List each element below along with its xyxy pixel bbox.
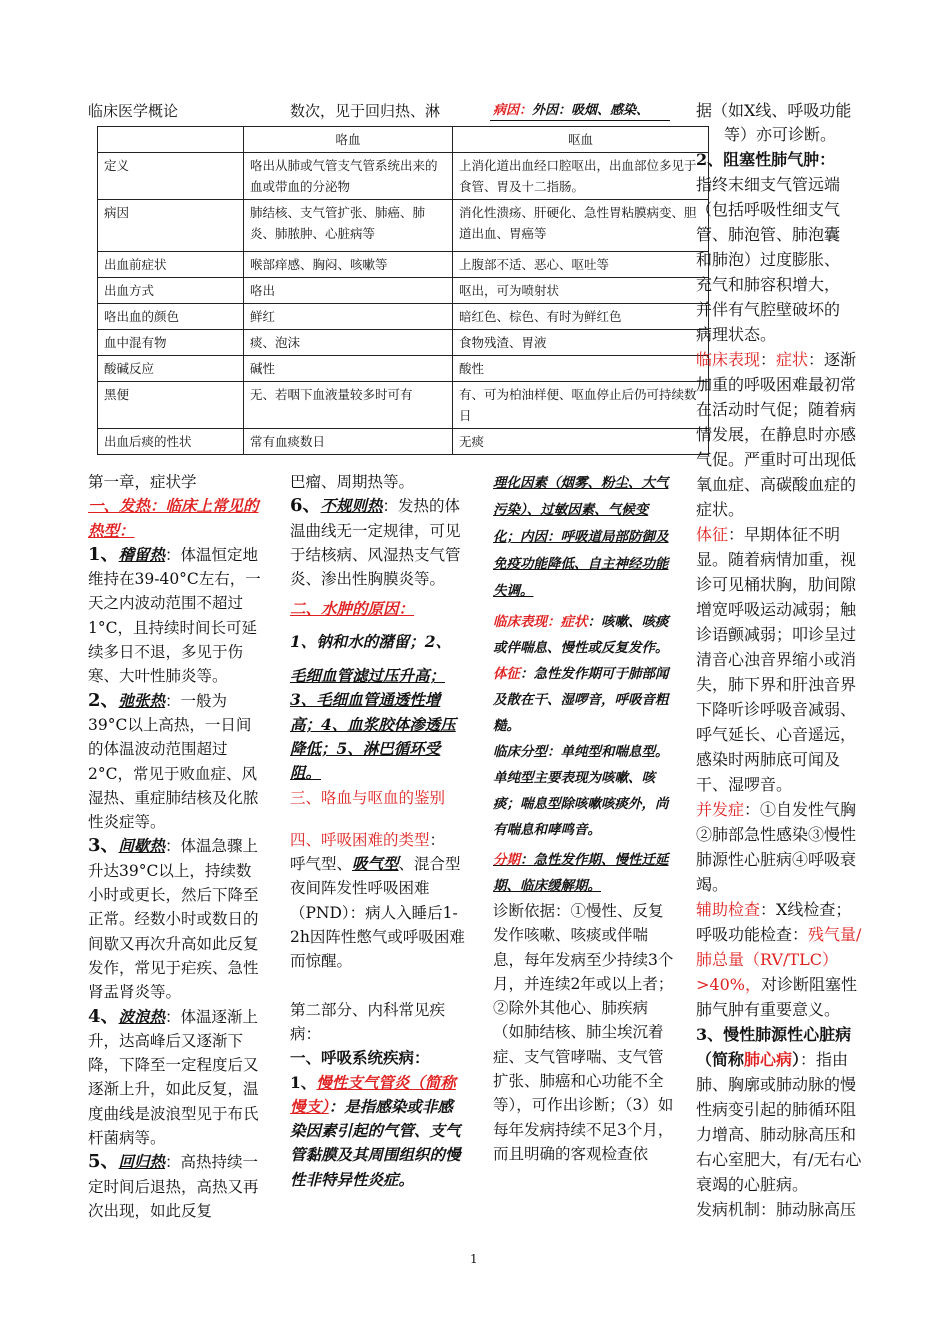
section-3-heading: 三、咯血与呕血的鉴别	[290, 788, 446, 807]
table-cell: 酸碱反应	[98, 356, 244, 382]
table-header-cell	[98, 127, 244, 153]
edema-cause-1: 1、钠和水的潴留；2、	[290, 631, 452, 651]
cause-text: 外因：吸烟、感染、	[532, 103, 650, 118]
table-cell: 消化性溃疡、肝硬化、急性胃粘膜病变、胆道出血、胃癌等	[453, 200, 709, 252]
fever-type-6: 6、不规则热：发热的体温曲线无一定规律，可见于结核病、风湿热支气管炎、渗出性胸膜炎等。	[290, 495, 461, 589]
table-header-cell: 呕血	[453, 127, 709, 153]
table-row	[98, 252, 709, 278]
table-cell: 常有血痰数日	[244, 429, 453, 455]
clinical-signs: 体征：急性发作期可于肺部闻及散在干、湿啰音，呼吸音粗糙。	[493, 666, 669, 734]
copd-complications: 并发症：①自发性气胸②肺部急性感染③慢性肺源性心脏病④呼吸衰竭。	[696, 800, 857, 894]
fever-type-2: 2、弛张热：一般为39°C以上高热，一日间的体温波动范围超过2°C，常见于败血症、风湿热、重症肺结核及化脓性炎症等。	[88, 689, 259, 832]
table-row	[98, 304, 709, 330]
diagnosis-criteria: 诊断依据：①慢性、反复发作咳嗽、咳痰或伴喘息，每年发病至少持续3个月，并连续2年或以上者；②除外其他心、肺疾病（如肺结核、肺尘埃沉着症、支气管哮喘、支气管扩张、肺癌和心功能不全等），可作出诊断；（3）如每年发病持续不足3个月，而且明确的客观检查依	[493, 902, 674, 1163]
table-cell: 无、若咽下血液量较多时可有	[244, 382, 453, 429]
fever-type-5-cont: 巴瘤、周期热等。	[290, 473, 415, 491]
table-cell: 呕出，可为喷射状	[453, 278, 709, 304]
table-cell: 出血方式	[98, 278, 244, 304]
disease-stages: 分期：急性发作期、慢性迁延期、临床缓解期。	[493, 852, 669, 894]
table-cell: 血中混有物	[98, 330, 244, 356]
underline	[490, 120, 670, 121]
table-row	[98, 382, 709, 429]
chapter-heading: 第一章，症状学	[88, 473, 197, 491]
edema-cause-3: 3、毛细血管通透性增高；4、血浆胶体渗透压降低；5、淋巴循环受阻。	[290, 690, 456, 783]
column-4	[696, 122, 866, 1222]
copd-heading: 2、阻塞性肺气肿：	[696, 150, 836, 169]
copd-aux-exam: 辅助检查：X线检查；呼吸功能检查：残气量/肺总量（RV/TLC）>40%，对诊断阻塞性肺气肿有重要意义。	[696, 900, 862, 1019]
col4-top-text: 据（如X线、呼吸功能	[696, 101, 852, 120]
table-cell: 喉部痒感、胸闷、咳嗽等	[244, 252, 453, 278]
chronic-bronchitis: 1、慢性支气管炎（简称慢支）：是指感染或非感染因素引起的气管、支气管黏膜及其周围组织的慢性非特异性炎症。	[290, 1072, 461, 1189]
pnd-text: 夜间阵发性呼吸困难（PND）：病人入睡后1-2h因阵性憋气或呼吸困难而惊醒。	[290, 879, 465, 971]
copd-definition: 指终末细支气管远端（包括呼吸性细支气管、肺泡管、肺泡囊和肺泡）过度膨胀、充气和肺容积增大，并伴有气腔壁破坏的病理状态。	[696, 175, 841, 344]
fever-type-4: 4、波浪热：体温逐渐上升，达高峰后又逐渐下降，下降至一定程度后又逐渐上升，如此反复，温度曲线是波浪型见于布氏杆菌病等。	[88, 1005, 259, 1148]
table-cell: 肺结核、支气管扩张、肺癌、肺炎、肺脓肿、心脏病等	[244, 200, 453, 252]
col4-continued: 等）亦可诊断。	[724, 125, 837, 144]
document-title: 临床医学概论	[88, 102, 179, 120]
table-row	[98, 356, 709, 382]
cor-pulmonale-heading: 3、慢性肺源性心脏病（简称肺心病）：指由肺、胸廓或肺动脉的慢性病变引起的肺循环阻力增高、肺动脉高压和右心室肥大，有/无右心衰竭的心脏病。	[696, 1025, 862, 1194]
edema-cause-2: 毛细血管滤过压升高；	[290, 666, 446, 686]
clinical-symptoms: 临床表现：症状：咳嗽、咳痰或伴喘息、慢性或反复发作。	[493, 614, 669, 656]
table-cell: 食物残渣、胃液	[453, 330, 709, 356]
table-row	[98, 153, 709, 200]
table-cell: 痰、泡沫	[244, 330, 453, 356]
table-cell: 黑便	[98, 382, 244, 429]
table-cell: 咯出血的颜色	[98, 304, 244, 330]
table-cell: 无痰	[453, 429, 709, 455]
fever-type-1: 1、稽留热：体温恒定地维持在39-40°C左右，一天之内波动范围不超过1°C，且持续时间长可延续多日不退，多见于伤寒、大叶性肺炎等。	[88, 543, 261, 686]
respiratory-heading: 一、呼吸系统疾病：	[290, 1048, 430, 1068]
column-2	[290, 470, 468, 1192]
table-cell: 酸性	[453, 356, 709, 382]
table-header-row	[98, 127, 709, 153]
fever-type-3: 3、间歇热：体温急骤上升达39°C以上，持续数小时或更长，然后下降至正常。经数小时或数日的间歇又再次升高如此反复发作，常见于疟疾、急性肾盂肾炎等。	[88, 835, 259, 1002]
section-4-heading: 四、呼吸困难的类型：	[290, 830, 446, 849]
column-3	[493, 470, 675, 1166]
col2-top-text: 数次，见于回归热、淋	[290, 102, 441, 120]
table-row	[98, 429, 709, 455]
table-cell: 咯出	[244, 278, 453, 304]
table-row	[98, 278, 709, 304]
table-row	[98, 330, 709, 356]
edema-heading: 二、水肿的原因：	[290, 599, 415, 619]
hemoptysis-hematemesis-table	[97, 126, 709, 455]
fever-type-5: 5、回归热：高热持续一定时间后退热，高热又再次出现，如此反复	[88, 1151, 259, 1220]
copd-signs: 体征：早期体征不明显。随着病情加重，视诊可见桶状胸，肋间隙增宽呼吸运动减弱；触诊语颤减弱；叩诊呈过清音心浊音界缩小或消失，肺下界和肝浊音界下降听诊呼吸音减弱、呼气延长、心音遥远，感染时两肺底可闻及干、湿啰音。	[696, 525, 857, 794]
table-cell: 有、可为柏油样便、呕血停止后仍可持续数日	[453, 382, 709, 429]
dyspnea-types: 呼气型、吸气型、混合型	[290, 854, 461, 874]
table-cell: 出血后痰的性状	[98, 429, 244, 455]
fever-heading: 一、发热：临床上常见的热型：	[88, 496, 259, 540]
table-cell: 出血前症状	[98, 252, 244, 278]
column-1	[88, 470, 266, 1223]
table-cell: 暗红色、棕色、有时为鲜红色	[453, 304, 709, 330]
table-row	[98, 200, 709, 252]
part-2-heading: 第二部分、内科常见疾病：	[290, 1000, 446, 1043]
cause-label: 病因：	[493, 103, 533, 118]
copd-symptoms: 临床表现：症状：逐渐加重的呼吸困难最初常在活动时气促；随着病情发展，在静息时亦感气促。严重时可出现低氧血症、高碳酸血症的症状。	[696, 350, 857, 519]
cause-continued: 理化因素（烟雾、粉尘、大气污染）、过敏因素、气候变化；内因：呼吸道局部防御及免疫功能降低、自主神经功能失调。	[493, 475, 669, 599]
page-number: 1	[470, 1252, 478, 1266]
table-cell: 碱性	[244, 356, 453, 382]
table-cell: 上消化道出血经口腔呕出，出血部位多见于食管、胃及十二指肠。	[453, 153, 709, 200]
table-cell: 鲜红	[244, 304, 453, 330]
table-header-cell: 咯血	[244, 127, 453, 153]
table-cell: 定义	[98, 153, 244, 200]
pathogenesis: 发病机制：肺动脉高压	[696, 1200, 857, 1219]
clinical-types: 临床分型：单纯型和喘息型。单纯型主要表现为咳嗽、咳痰；喘息型除咳嗽咳痰外，尚有喘息和哮鸣音。	[493, 744, 669, 838]
table-cell: 咯出从肺或气管支气管系统出来的血或带血的分泌物	[244, 153, 453, 200]
table-cell: 病因	[98, 200, 244, 252]
table-cell: 上腹部不适、恶心、呕吐等	[453, 252, 709, 278]
col3-top-text	[493, 101, 649, 121]
